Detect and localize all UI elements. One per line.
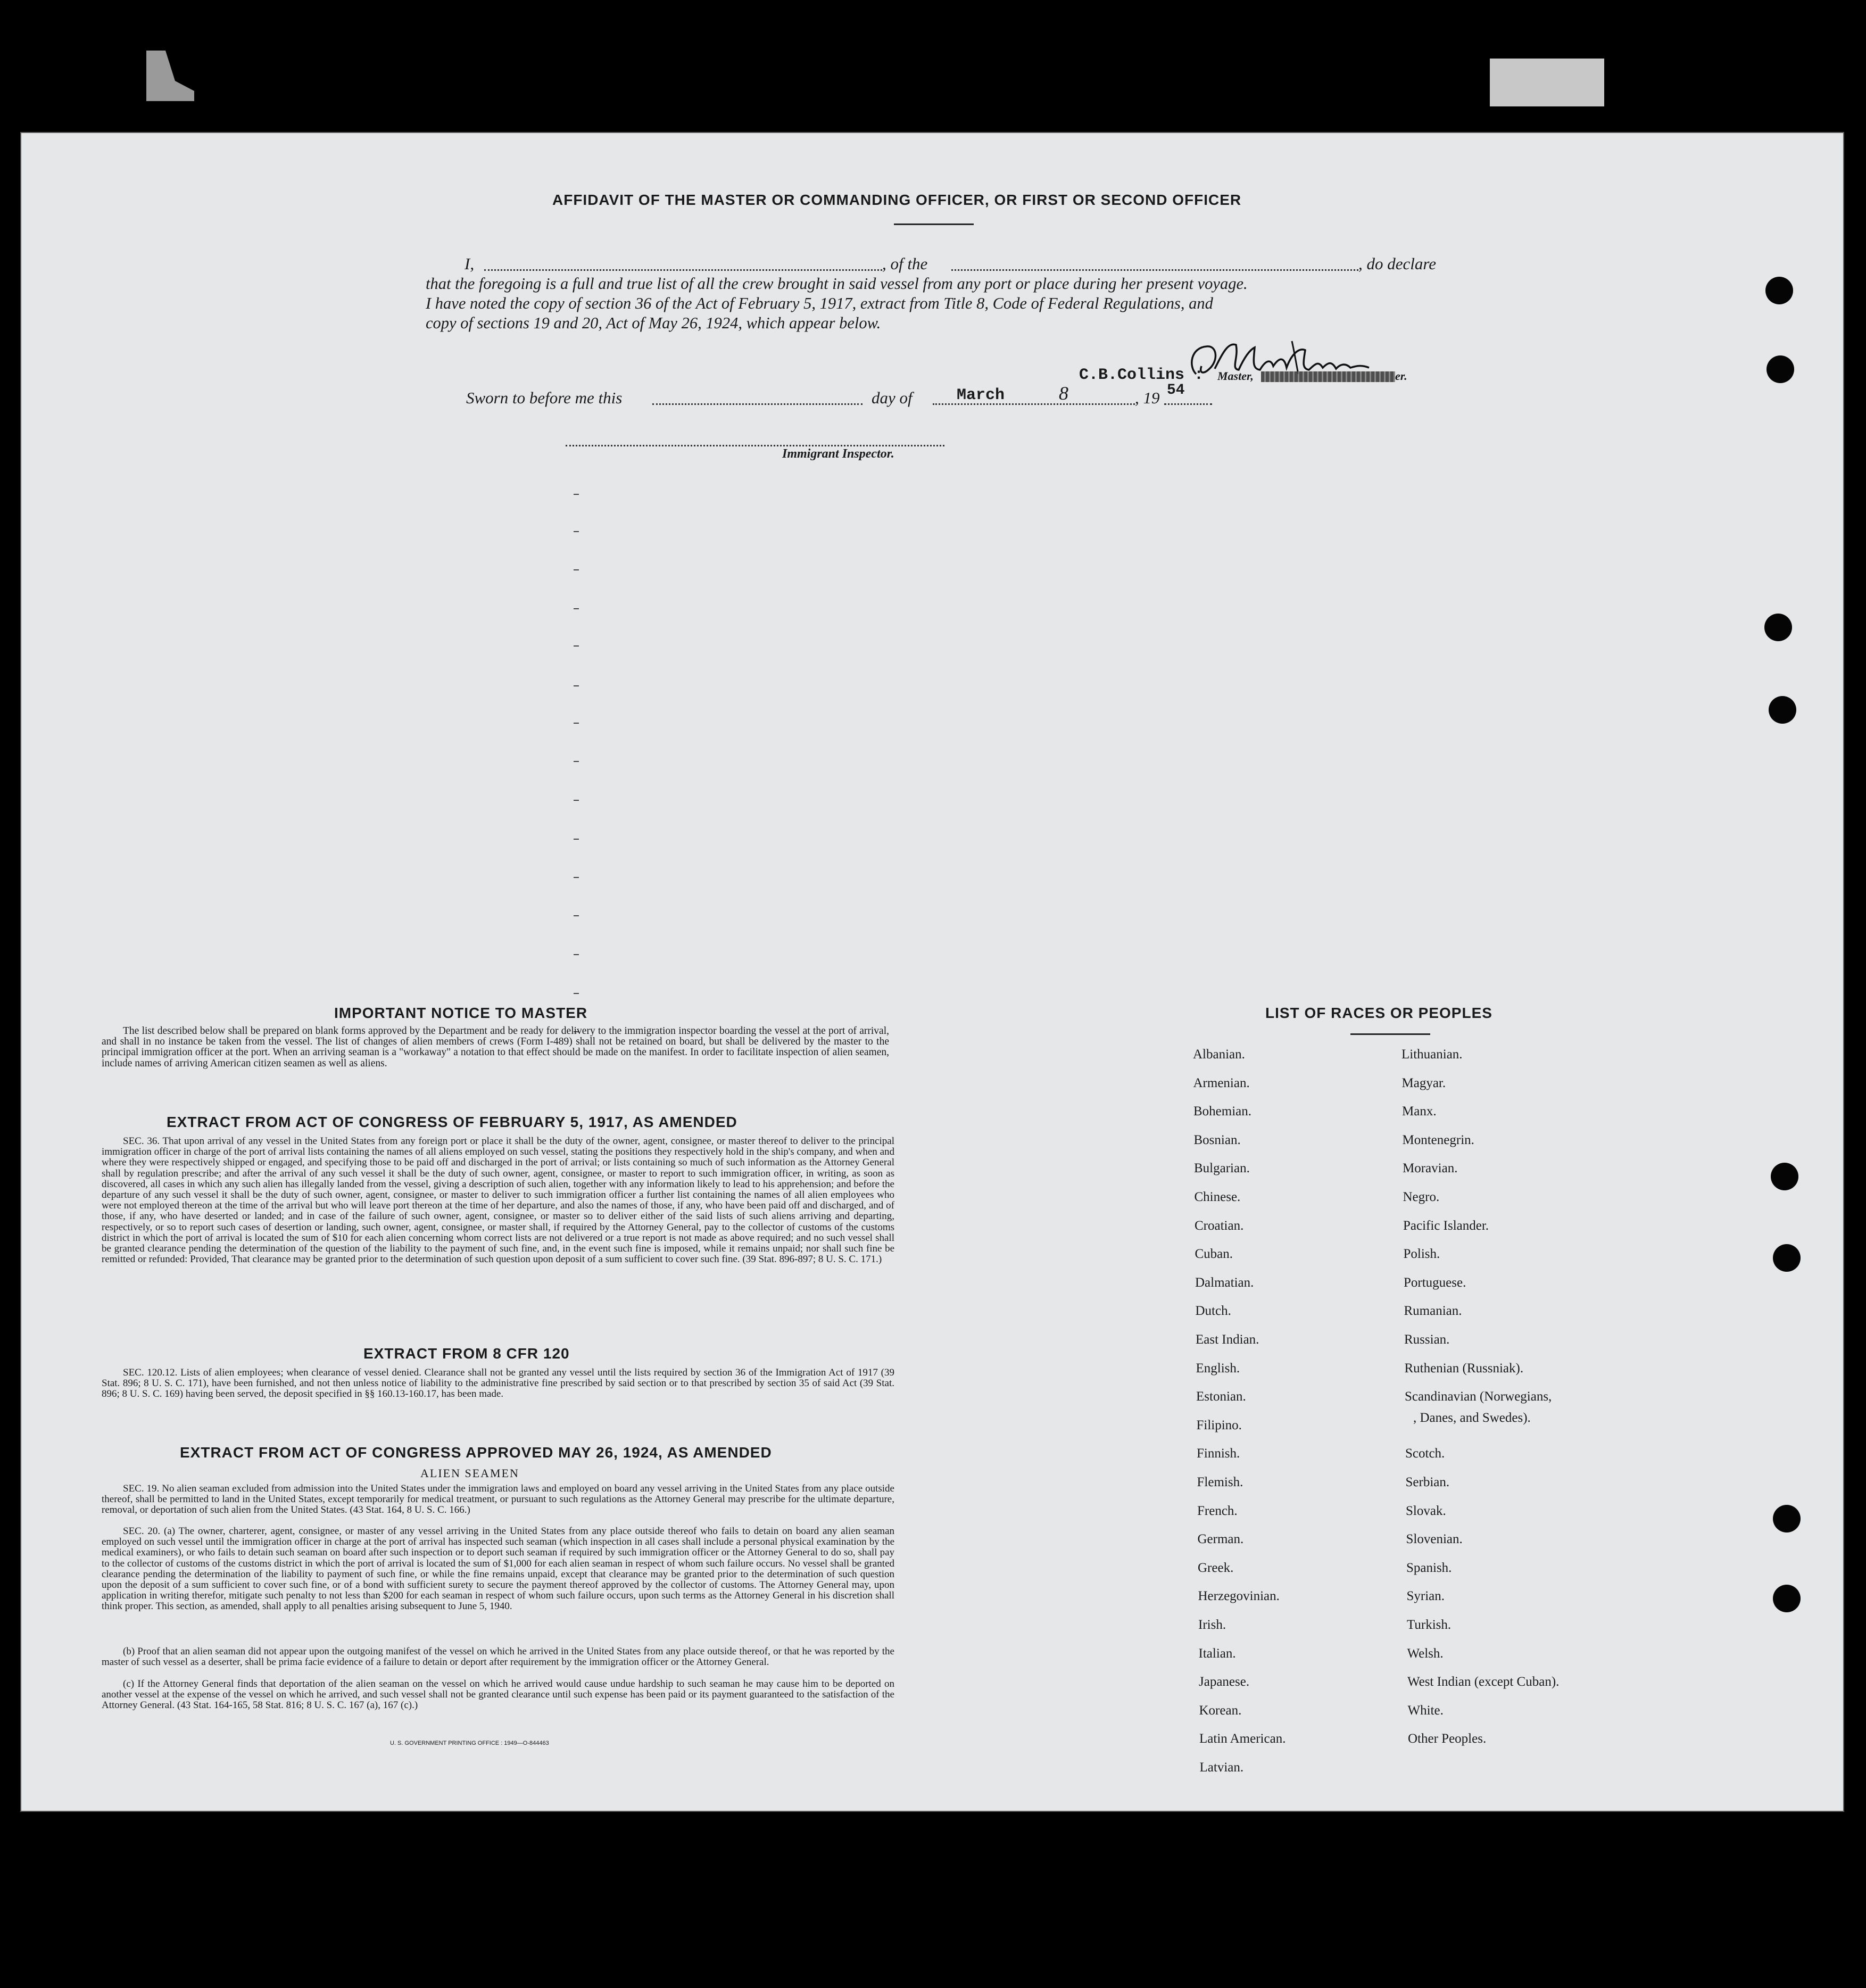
- race-right-item: Polish.: [1403, 1247, 1440, 1262]
- affidavit-line-2: that the foregoing is a full and true list of all the crew brought in said vessel from any port or place during her present voyage.: [426, 275, 1248, 293]
- bleed-mark: [574, 915, 579, 916]
- inspector-blank: [566, 445, 944, 446]
- bleed-mark: [574, 685, 579, 686]
- affidavit-declare: , do declare: [1358, 254, 1437, 273]
- punch-hole: [1773, 1585, 1801, 1612]
- race-right-item: Slovenian.: [1406, 1532, 1463, 1547]
- master-title: Master,: [1217, 369, 1254, 383]
- bleed-mark: [574, 723, 579, 724]
- race-right-item: Other Peoples.: [1408, 1732, 1487, 1746]
- race-right-item: Manx.: [1402, 1104, 1437, 1119]
- cfr-title: EXTRACT FROM 8 CFR 120: [363, 1345, 570, 1362]
- bleed-mark: [574, 993, 579, 994]
- struck-out-text: [1261, 371, 1395, 382]
- race-left-item: Italian.: [1198, 1646, 1236, 1661]
- bleed-mark: [574, 608, 579, 609]
- printer-imprint: U. S. GOVERNMENT PRINTING OFFICE : 1949—O-844463: [390, 1740, 549, 1746]
- notice-title: IMPORTANT NOTICE TO MASTER: [334, 1005, 588, 1021]
- extract-1924-title: EXTRACT FROM ACT OF CONGRESS APPROVED MAY 26, 1924, AS AMENDED: [180, 1444, 772, 1461]
- race-left-item: English.: [1196, 1361, 1240, 1376]
- sec-20b-body: (b) Proof that an alien seaman did not appear upon the outgoing manifest of the vessel on which he arrived in the United States from any place outside thereof, or that he was reported by the master of such vessel as a deserter, shall be prima facie evidence of a failure to detain or deport after requirement by the immigration officer or the Attorney General.: [102, 1646, 894, 1668]
- punch-hole: [1767, 355, 1794, 383]
- sec-20c-body: (c) If the Attorney General finds that deportation of the alien seaman on the vessel on which he arrived would cause undue hardship to such seaman he may cause him to be deported on another vessel at the expense of the vessel on which he arrived, and such vessel shall not be granted clearance until such expense has been paid or its payment guaranteed to the satisfaction of the Attorney General. (43 Stat. 164-165, 58 Stat. 816; 8 U. S. C. 167 (a), 167 (c).): [102, 1678, 894, 1711]
- race-left-item: Cuban.: [1195, 1247, 1233, 1262]
- race-right-item: Scotch.: [1405, 1446, 1445, 1461]
- race-right-item: Montenegrin.: [1402, 1132, 1474, 1147]
- race-left-item: Croatian.: [1195, 1218, 1244, 1233]
- race-right-item: Turkish.: [1407, 1618, 1452, 1632]
- alien-seamen-subtitle: ALIEN SEAMEN: [420, 1467, 519, 1480]
- race-right-item: West Indian (except Cuban).: [1407, 1675, 1560, 1689]
- sworn-label: Sworn to before me this: [466, 388, 623, 407]
- extract-1917-body: SEC. 36. That upon arrival of any vessel in the United States from any foreign port or place it shall be the duty of the owner, agent, consignee, or master thereof to deliver to the principal immigration officer in charge of the port of arrival lists containing the names of all aliens employed on such vessel, stating the positions they respectively hold in the ship's company, and when and where they were respectively shipped or engaged, and specifying those to be paid off and discharged in the port of arrival; or lists containing so much of such information as the Attorney General shall by regulation prescribe; and after the arrival of any such vessel it shall be the duty of such owner, agent, consignee, or master to report to such immigration officer, in writing, as soon as discovered, all cases in which any such alien has illegally landed from the vessel, giving a description of such alien, together with any information likely to lead to his apprehension; and before the departure of any such vessel it shall be the duty of such owner, agent, consignee, or master to deliver to such immigration officer a further list containing the names of all alien employees who were not employed thereon at the time of the arrival but who will leave port thereon at the time of her departure, and also the names of those, if any, who have been paid off and discharged, and of those, if any, who have deserted or landed; and in case of the failure of such owner, agent, consignee, or master so to deliver either of the said lists of such aliens arriving and departing, respectively, or so to report such cases of desertion or landing, such owner, agent, consignee, or master shall, if required by the Attorney General, pay to the collector of customs of the customs district in which the port of arrival is located the sum of $10 for each alien concerning whom correct lists are not delivered or a true report is not made as above required; and no such vessel shall be granted clearance pending the determination of the question of the liability to the payment of such fine, and, in the event such fine is imposed, while it remains unpaid; nor shall such fine be remitted or refunded: Provided, That clearance may be granted prior to the determination of such question upon deposit of a sum sufficient to cover such fine. (39 Stat. 896-897; 8 U. S. C. 171.): [102, 1136, 894, 1265]
- title-rule: [894, 223, 974, 225]
- race-left-item: Korean.: [1199, 1703, 1242, 1718]
- races-title: LIST OF RACES OR PEOPLES: [1265, 1005, 1492, 1021]
- affidavit-line-4: copy of sections 19 and 20, Act of May 26, 1924, which appear below.: [426, 314, 881, 332]
- race-left-item: Bohemian.: [1193, 1104, 1252, 1119]
- sworn-day-blank: [652, 403, 862, 405]
- race-right-item: Russian.: [1404, 1332, 1450, 1347]
- race-left-item: Greek.: [1198, 1560, 1234, 1575]
- race-right-item: Portuguese.: [1404, 1275, 1466, 1290]
- sec-20a-body: SEC. 20. (a) The owner, charterer, agent, consignee, or master of any vessel arriving in the United States from any place outside thereof who fails to detain on board any alien seaman employed on such vessel until the immigration officer in charge at the port of arrival has inspected such seaman (which inspection in all cases shall include a personal physical examination by the medical examiners), or who fails to detain such seaman on board after such inspection or to deport such seaman if required by such immigration officer or the Attorney General to do so, shall pay to the collector of customs of the customs district in which the port of arrival is located the sum of $1,000 for each alien seaman in respect of whom such failure occurs. No vessel shall be granted clearance pending the determination of the liability to payment of such fine, or while the fine remains unpaid, except that clearance may be granted prior to the determination of such question upon the deposit of a sum sufficient to cover such fine, or of a bond with sufficient surety to secure the payment thereof approved by the collector of customs. The Attorney General may, upon application in writing therefor, mitigate such penalty to not less than $200 for each seaman in respect of whom such failure occurs, upon such terms as the Attorney General in his discretion shall think proper. This section, as amended, shall apply to all penalties arising subsequent to June 5, 1940.: [102, 1526, 894, 1612]
- punch-hole: [1771, 1163, 1798, 1190]
- race-right-item: Negro.: [1403, 1190, 1440, 1204]
- affidavit-i: I,: [465, 254, 475, 273]
- document-page: [20, 132, 1844, 1812]
- punch-hole: [1764, 614, 1792, 641]
- punch-hole: [1773, 1244, 1801, 1272]
- race-left-item: Japanese.: [1199, 1675, 1250, 1689]
- race-right-item: Welsh.: [1407, 1646, 1444, 1661]
- race-left-item: Latin American.: [1199, 1732, 1286, 1746]
- race-left-item: Finnish.: [1197, 1446, 1240, 1461]
- race-left-item: Bulgarian.: [1194, 1161, 1250, 1176]
- bleed-mark: [574, 645, 579, 647]
- day-of-label: day of: [872, 388, 913, 407]
- race-right-item: Ruthenian (Russniak).: [1404, 1361, 1524, 1376]
- master-name: C.B.Collins :: [1079, 366, 1204, 384]
- paper-tab-fragment: [1490, 59, 1604, 106]
- inspector-label: Immigrant Inspector.: [782, 447, 894, 461]
- race-right-item: Rumanian.: [1404, 1304, 1462, 1319]
- paper-corner-fragment: [146, 51, 194, 101]
- sec-19-body: SEC. 19. No alien seaman excluded from admission into the United States under the immigration laws and employed on board any vessel arriving in the United States from any place outside thereof, shall be permitted to land in the United States, except temporarily for medical treatment, or pursuant to such regulations as the Attorney General may prescribe for the ultimate departure, removal, or deportation of such alien from the United States. (43 Stat. 164, 8 U. S. C. 166.): [102, 1483, 894, 1516]
- race-left-item: Bosnian.: [1193, 1132, 1241, 1147]
- year-blank: [1164, 403, 1212, 405]
- race-right-item: Spanish.: [1406, 1560, 1452, 1575]
- race-right-item: Moravian.: [1403, 1161, 1458, 1176]
- punch-hole: [1769, 696, 1796, 724]
- sworn-day: 8: [1059, 383, 1068, 404]
- year-suffix: 54: [1167, 382, 1185, 399]
- race-left-item: East Indian.: [1196, 1332, 1259, 1347]
- race-right-item: Slovak.: [1406, 1503, 1446, 1518]
- cfr-body: SEC. 120.12. Lists of alien employees; when clearance of vessel denied. Clearance shall not be granted any vessel until the lists required by section 36 of the Immigration Act of 1917 (39 Stat. 896; 8 U. S. C. 171), have been furnished, and not then unless notice of liability to the administrative fine prescribed by said section or to that prescribed by section 35 of said Act (39 Stat. 896; 8 U. S. C. 169) having been served, the deposit specified in §§ 160.13-160.17, has been made.: [102, 1367, 894, 1400]
- race-left-item: Armenian.: [1193, 1075, 1250, 1090]
- affidavit-of-the: , of the: [882, 254, 928, 273]
- affidavit-line-3: I have noted the copy of section 36 of the Act of February 5, 1917, extract from Title 8, Code of Federal Regulations, and: [426, 294, 1213, 312]
- race-right-item: Syrian.: [1406, 1589, 1445, 1604]
- bleed-mark: [574, 494, 579, 495]
- notice-body: The list described below shall be prepared on blank forms approved by the Department and be ready for delivery to the immigration inspector boarding the vessel at the port of arrival, and shall in no instance be taken from the vessel. The list of changes of alien members of crews (Form I-489) shall not be retained on board, but shall be delivered by the master to the principal immigration officer at the port. When an arriving seaman is a "workaway" a notation to that effect should be made on the manifest. In order to facilitate inspection of alien seamen, include names of arriving American citizen seamen as well as aliens.: [102, 1025, 889, 1069]
- race-left-item: Latvian.: [1199, 1760, 1244, 1775]
- affidavit-title: AFFIDAVIT OF THE MASTER OR COMMANDING OFFICER, OR FIRST OR SECOND OFFICER: [552, 192, 1242, 208]
- punch-hole: [1765, 277, 1793, 304]
- race-left-item: Herzegovinian.: [1198, 1589, 1280, 1604]
- race-left-item: Albanian.: [1193, 1047, 1245, 1062]
- vessel-blank: [951, 269, 1358, 271]
- races-title-rule: [1350, 1033, 1430, 1035]
- race-left-item: Dalmatian.: [1195, 1275, 1254, 1290]
- race-right-item: , Danes, and Swedes).: [1413, 1411, 1531, 1426]
- bleed-mark: [574, 569, 579, 570]
- race-right-item: White.: [1407, 1703, 1444, 1718]
- bleed-mark: [574, 800, 579, 801]
- extract-1917-title: EXTRACT FROM ACT OF CONGRESS OF FEBRUARY 5, 1917, AS AMENDED: [167, 1114, 737, 1130]
- race-right-item: Pacific Islander.: [1403, 1218, 1489, 1233]
- race-right-item: Serbian.: [1405, 1475, 1450, 1489]
- race-left-item: Irish.: [1198, 1618, 1226, 1632]
- race-left-item: German.: [1197, 1532, 1244, 1547]
- race-left-item: Dutch.: [1195, 1304, 1231, 1319]
- race-left-item: Estonian.: [1196, 1389, 1246, 1404]
- year-prefix: , 19: [1135, 388, 1160, 407]
- sworn-month: March: [957, 386, 1005, 404]
- bleed-mark: [574, 954, 579, 955]
- bleed-mark: [574, 761, 579, 762]
- race-left-item: Flemish.: [1197, 1475, 1243, 1489]
- race-left-item: French.: [1197, 1503, 1238, 1518]
- bleed-mark: [574, 877, 579, 878]
- punch-hole: [1773, 1505, 1801, 1533]
- race-left-item: Chinese.: [1194, 1190, 1241, 1204]
- bleed-mark: [574, 839, 579, 840]
- race-right-item: Scandinavian (Norwegians,: [1405, 1389, 1552, 1404]
- name-blank: [484, 269, 882, 271]
- race-right-item: Magyar.: [1401, 1075, 1446, 1090]
- race-right-item: Lithuanian.: [1401, 1047, 1463, 1062]
- race-left-item: Filipino.: [1196, 1418, 1242, 1432]
- officer-suffix: er.: [1395, 369, 1407, 383]
- bleed-mark: [574, 531, 579, 532]
